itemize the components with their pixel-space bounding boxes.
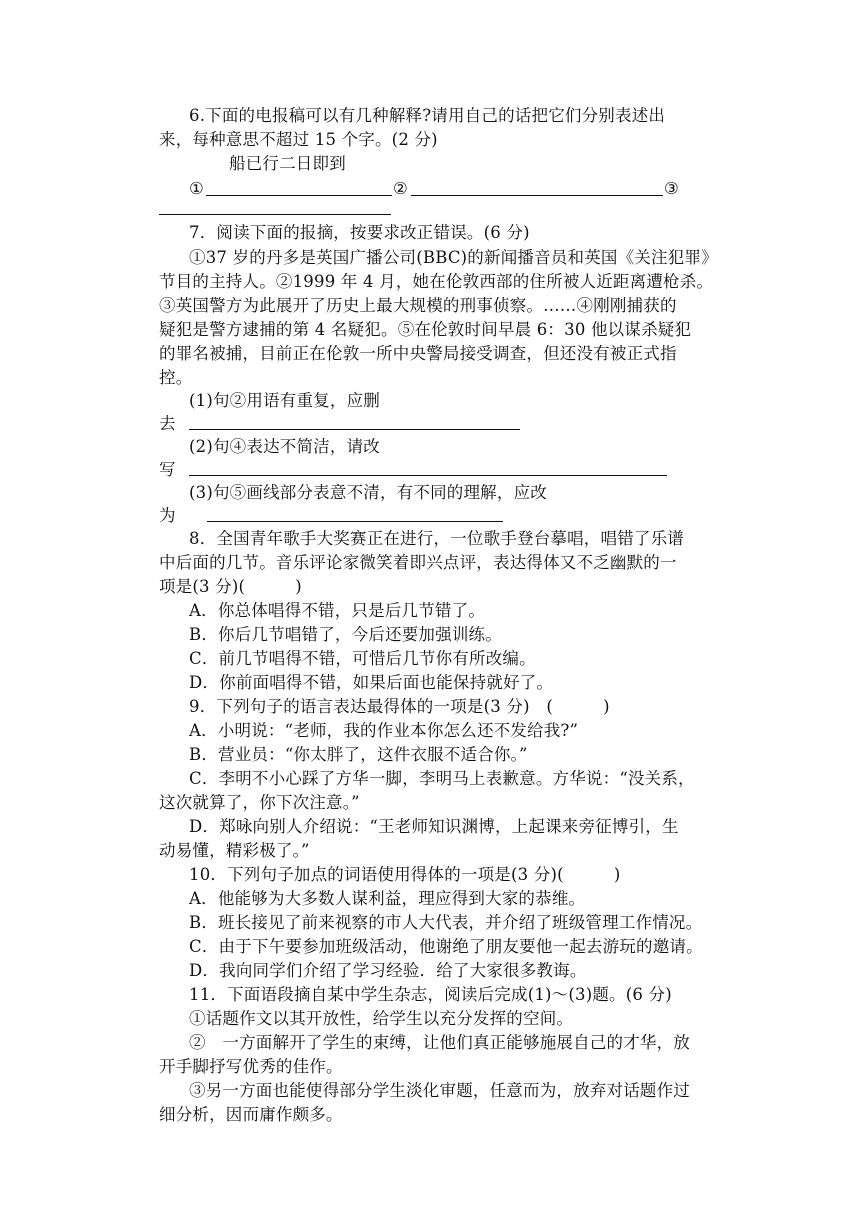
q7-heading: 7．阅读下面的报摘，按要求改正错误。(6 分): [189, 223, 530, 242]
q9-option-c-cont: 这次就算了，你下次注意。”: [159, 793, 360, 812]
q6-line1: 6.下面的电报稿可以有几种解释?请用自己的话把它们分别表述出: [189, 106, 666, 125]
q11-sentence-2-cont: 开手脚抒写优秀的佳作。: [159, 1057, 343, 1076]
q10-heading: 10．下列句子加点的词语使用得体的一项是(3 分)( ): [189, 865, 621, 884]
q7-sub3-tail: 为: [159, 506, 176, 525]
q11-sentence-1: ①话题作文以其开放性，给学生以充分发挥的空间。: [189, 1009, 574, 1028]
q11-sentence-3-cont: 细分析，因而庸作颇多。: [159, 1105, 343, 1124]
q10-option-c: C．由于下午要参加班级活动，他谢绝了朋友要他一起去游玩的邀请。: [189, 937, 703, 956]
q7-sub1-answer-blank[interactable]: [189, 429, 520, 430]
q9-option-b: B．营业员：“你太胖了，这件衣服不适合你。”: [189, 745, 528, 764]
q6-answer-blank-1[interactable]: [206, 195, 392, 196]
q7-sub2-prompt: (2)句④表达不简洁，请改: [189, 437, 380, 456]
q10-option-b: B．班长接见了前来视察的市人大代表，并介绍了班级管理工作情况。: [189, 913, 703, 932]
q11-heading: 11．下面语段摘自某中学生杂志，阅读后完成(1)～(3)题。(6 分): [189, 985, 672, 1004]
q6-answer-blank-3[interactable]: [159, 214, 391, 215]
q8-option-b: B．你后几节唱错了，今后还要加强训练。: [189, 625, 502, 644]
q7-passage-line: 的罪名被捕，目前正在伦敦一所中央警局接受调查，但还没有被正式指: [159, 344, 677, 363]
q7-passage-line: ③英国警方为此展开了历史上最大规模的刑事侦察。……④刚刚捕获的: [159, 296, 677, 315]
q9-option-d-cont: 动易懂，精彩极了。”: [159, 841, 310, 860]
q6-blank2-mark: ②: [393, 179, 408, 198]
q7-passage-line: ①37 岁的丹多是英国广播公司(BBC)的新闻播音员和英国《关注犯罪》: [189, 248, 718, 267]
q10-option-d: D．我向同学们介绍了学习经验．给了大家很多教诲。: [189, 961, 587, 980]
q7-sub2-tail: 写: [159, 460, 176, 479]
q8-question-line: 项是(3 分)( ): [159, 577, 302, 596]
q7-sub3-prompt: (3)句⑤画线部分表意不清，有不同的理解，应改: [189, 483, 547, 502]
q9-option-c: C．李明不小心踩了方华一脚，李明马上表歉意。方华说：“没关系，: [189, 769, 695, 788]
q9-option-d: D．郑咏向别人介绍说：“王老师知识渊博，上起课来旁征博引，生: [189, 817, 679, 836]
q8-option-a: A．你总体唱得不错，只是后几节错了。: [189, 601, 486, 620]
q7-passage-line: 节目的主持人。②1999 年 4 月，她在伦敦西部的住所被人近距离遭枪杀。: [159, 272, 714, 291]
q7-sub2-answer-blank[interactable]: [189, 475, 667, 476]
q7-sub1-prompt: (1)句②用语有重复，应删: [189, 391, 380, 410]
q7-passage-line: 疑犯是警方逮捕的第 4 名疑犯。⑤在伦敦时间早晨 6：30 他以谋杀疑犯: [159, 320, 692, 339]
q7-sub1-tail: 去: [159, 414, 176, 433]
q7-sub3-answer-blank[interactable]: [207, 521, 503, 522]
q9-heading: 9．下列句子的语言表达最得体的一项是(3 分) ( ): [189, 697, 610, 716]
q8-question-line: 8．全国青年歌手大奖赛正在进行，一位歌手登台摹唱，唱错了乐谱: [189, 529, 684, 548]
q6-blank3-mark: ③: [664, 179, 679, 198]
q8-question-line: 中后面的几节。音乐评论家微笑着即兴点评，表达得体又不乏幽默的一: [159, 553, 677, 572]
q10-option-a: A．他能够为大多数人谋利益，理应得到大家的恭维。: [189, 889, 586, 908]
q11-sentence-2: ② 一方面解开了学生的束缚，让他们真正能够施展自己的才华，放: [189, 1033, 690, 1052]
q9-option-a: A．小明说：“老师，我的作业本你怎么还不发给我?”: [189, 721, 579, 740]
q6-telegram: 船已行二日即到: [229, 154, 346, 173]
q8-option-c: C．前几节唱得不错，可惜后几节你有所改编。: [189, 649, 536, 668]
q6-answer-blank-2[interactable]: [411, 195, 663, 196]
q7-passage-line: 控。: [159, 368, 193, 387]
q8-option-d: D．你前面唱得不错，如果后面也能保持就好了。: [189, 673, 554, 692]
q11-sentence-3: ③另一方面也能使得部分学生淡化审题，任意而为，放弃对话题作过: [189, 1081, 690, 1100]
q6-line2: 来，每种意思不超过 15 个字。(2 分): [159, 130, 438, 149]
q6-blank1-mark: ①: [189, 179, 204, 198]
